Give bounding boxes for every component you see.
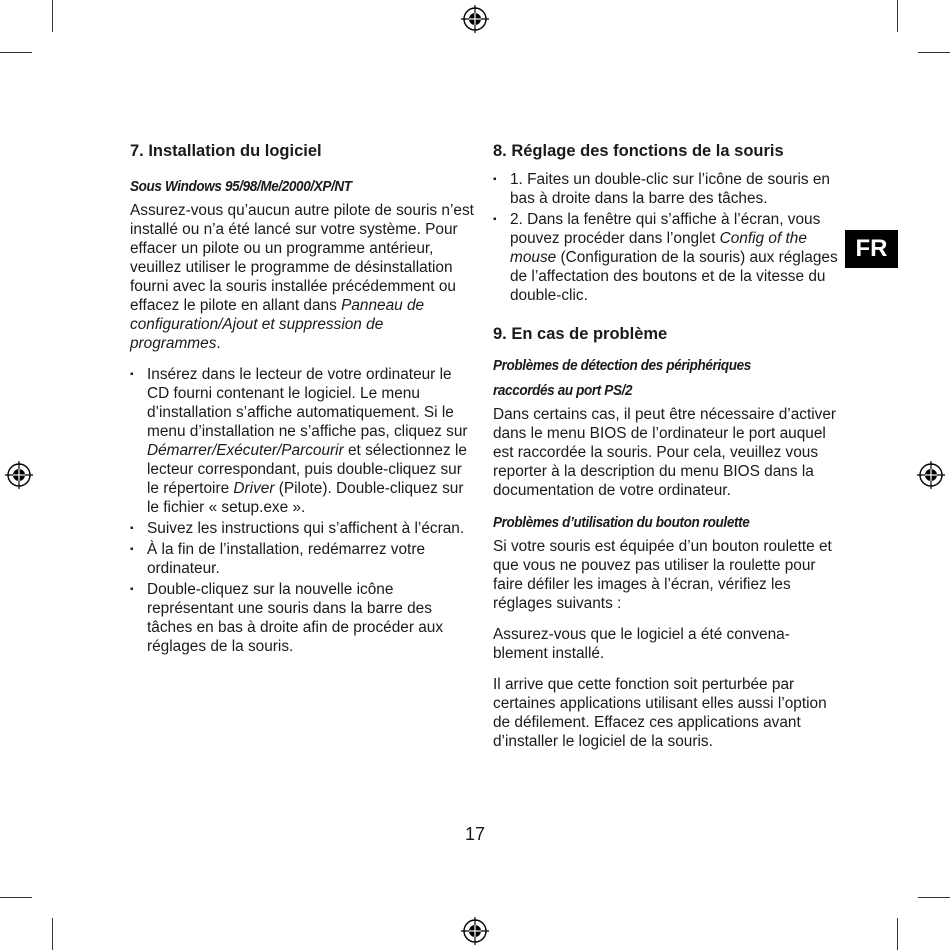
section-9-title: 9. En cas de problème — [493, 325, 668, 343]
scroll-conflict-paragraph: Il arrive que cette fonction soit perturbée par certaines applications utilisant elles aussi l’option de défilement. Effacez ces applications avant d’installer le logiciel de la souris. — [493, 676, 827, 750]
section-9-subtitle-2: Problèmes d’utilisation du bouton roulette — [493, 514, 750, 531]
software-check-paragraph: Assurez-vous que le logiciel a été convenablement installé. — [493, 626, 790, 662]
right-column — [493, 140, 838, 763]
left-column — [130, 140, 475, 666]
crop-mark-tr-v — [897, 0, 898, 32]
list-item: ▪ 2. Dans la fenêtre qui s’affiche à l’écran, vous pouvez procéder dans l’onglet Config of the mouse (Configuration de la souris) aux réglages de l’affectation des boutons et de la vitesse du double-clic. — [493, 210, 838, 305]
crop-mark-tl-v — [52, 0, 53, 32]
section-9-subtitle-1b: raccordés au port PS/2 — [493, 382, 633, 399]
list-item: ▪ 1. Faites un double-clic sur l’icône de souris en bas à droite dans la barre des tâches. — [493, 170, 838, 208]
list-item: ▪ Double-cliquez sur la nouvelle icône représentant une souris dans la barre des tâches en bas à droite afin de procéder aux réglages de la souris. — [130, 580, 475, 656]
section-7-title: 7. Installation du logiciel — [130, 142, 322, 160]
crop-mark-br-v — [897, 918, 898, 950]
install-steps-list — [130, 365, 475, 656]
crop-mark-bl-h — [0, 897, 32, 898]
crop-mark-tl-h — [0, 52, 32, 53]
section-8-title: 8. Réglage des fonctions de la souris — [493, 142, 784, 160]
control-panel-path: Panneau de configuration/Ajout et suppression de programmes — [130, 297, 425, 352]
crop-mark-br-h — [918, 897, 950, 898]
section-7-intro: Assurez-vous qu’aucun autre pilote de souris n’est installé ou n’a été lancé sur votre système. Pour effacer un pilote ou un programme antérieur, veuillez utiliser le programme de désinstallation fourni avec la souris installée précédemment ou effacez le pilote en allant dans Panneau de configuration/Ajout et suppression de programmes. — [130, 202, 474, 352]
section-7-subtitle: Sous Windows 95/98/Me/2000/XP/NT — [130, 178, 352, 195]
list-item: ▪ À la fin de l’installation, redémarrez votre ordinateur. — [130, 540, 475, 578]
language-badge: FR — [845, 230, 898, 268]
list-item: ▪ Insérez dans le lecteur de votre ordinateur le CD fourni contenant le logiciel. Le menu d’installation s’affiche automatiquement. Si le menu d’installation ne s’affiche pas, cliquez sur Démarrer/Exécuter/Parcourir et sélectionnez le lecteur correspondant, puis double-cliquez sur le répertoire Driver (Pilote). Double-cliquez sur le fichier « setup.exe ». — [130, 365, 475, 517]
registration-mark-right-icon — [917, 461, 945, 489]
mouse-settings-list — [493, 170, 838, 305]
section-9-subtitle-1a: Problèmes de détection des périphériques — [493, 357, 751, 374]
page-number: 17 — [464, 824, 486, 844]
crop-mark-tr-h — [918, 52, 950, 53]
crop-mark-bl-v — [52, 918, 53, 950]
registration-mark-bottom-icon — [461, 917, 489, 945]
registration-mark-left-icon — [5, 461, 33, 489]
wheel-paragraph: Si votre souris est équipée d’un bouton roulette et que vous ne pouvez pas utiliser la roulette pour faire défiler les images à l’écran, vérifiez les réglages suivants : — [493, 538, 832, 612]
bios-paragraph: Dans certains cas, il peut être nécessaire d’activer dans le menu BIOS de l’ordinateur le port auquel est raccordée la souris. Pour cela, veuillez vous reporter à la description du menu BIOS dans la documentation de votre ordinateur. — [493, 406, 837, 499]
list-item: ▪ Suivez les instructions qui s’affichent à l’écran. — [130, 519, 475, 538]
registration-mark-top-icon — [461, 5, 489, 33]
